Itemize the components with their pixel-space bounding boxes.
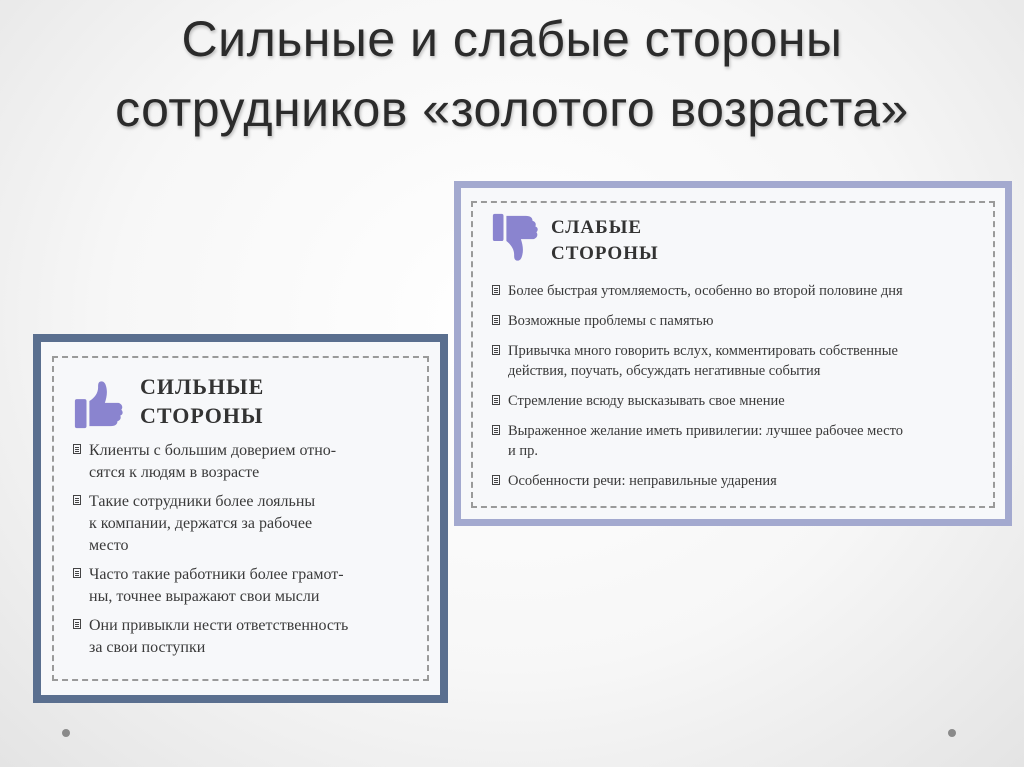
strong-sides-title-line-1: СИЛЬНЫЕ [140, 374, 265, 399]
list-item-text: Стремление всюду высказывать свое мнение [508, 393, 785, 409]
weak-sides-title-line-2: СТОРОНЫ [551, 243, 659, 264]
document-bullet-icon [73, 619, 81, 629]
slide-title-line-2: сотрудников «золотого возраста» [115, 81, 909, 137]
list-item [492, 421, 992, 461]
document-bullet-icon [492, 315, 500, 325]
weak-sides-card [454, 181, 1012, 526]
list-item [492, 471, 992, 491]
list-item-text: ны, точнее выражают свои мысли [89, 588, 320, 605]
document-bullet-icon [492, 475, 500, 485]
list-item-text: Более быстрая утомляемость, особенно во второй половине дня [508, 283, 903, 299]
document-bullet-icon [73, 568, 81, 578]
thumbs-up-icon [72, 372, 130, 430]
document-bullet-icon [492, 345, 500, 355]
document-bullet-icon [492, 395, 500, 405]
list-item-text: Клиенты с большим доверием отно- [89, 442, 337, 459]
list-item-text: место [89, 537, 129, 554]
list-item-text: за свои поступки [89, 639, 206, 656]
strong-sides-card [33, 334, 448, 703]
document-bullet-icon [492, 425, 500, 435]
document-bullet-icon [73, 444, 81, 454]
list-item [492, 341, 992, 381]
slide-nav-dot-right [948, 729, 956, 737]
document-bullet-icon [73, 495, 81, 505]
list-item [73, 440, 423, 484]
list-item [492, 311, 992, 331]
list-item-text: Такие сотрудники более лояльны [89, 493, 316, 510]
list-item-text: Часто такие работники более грамот- [89, 566, 344, 583]
list-item-text: сятся к людям в возрасте [89, 464, 260, 481]
strong-sides-title [140, 372, 264, 430]
strong-sides-header [72, 372, 264, 430]
weak-sides-title [551, 215, 659, 267]
list-item-text: и пр. [508, 443, 539, 459]
weak-sides-list [492, 281, 992, 501]
list-item-text: Особенности речи: неправильные ударения [508, 473, 777, 489]
list-item [492, 391, 992, 411]
weak-sides-header [489, 212, 659, 270]
thumbs-down-icon [489, 212, 547, 270]
slide-title [0, 4, 1024, 144]
list-item-text: действия, поучать, обсуждать негативные события [508, 363, 821, 379]
strong-sides-title-line-2: СТОРОНЫ [140, 403, 264, 428]
list-item-text: Выраженное желание иметь привилегии: лучшее рабочее место [508, 423, 903, 439]
weak-sides-title-line-1: СЛАБЫЕ [551, 217, 643, 238]
list-item [492, 281, 992, 301]
slide-title-line-1: Сильные и слабые стороны [181, 11, 843, 67]
list-item-text: Возможные проблемы с памятью [508, 313, 714, 329]
list-item [73, 615, 423, 659]
list-item-text: к компании, держатся за рабочее [89, 515, 313, 532]
list-item-text: Привычка много говорить вслух, комментировать собственные [508, 343, 898, 359]
document-bullet-icon [492, 285, 500, 295]
strong-sides-list [73, 440, 423, 666]
list-item [73, 491, 423, 557]
list-item-text: Они привыкли нести ответственность [89, 617, 349, 634]
list-item [73, 564, 423, 608]
slide-nav-dot-left [62, 729, 70, 737]
